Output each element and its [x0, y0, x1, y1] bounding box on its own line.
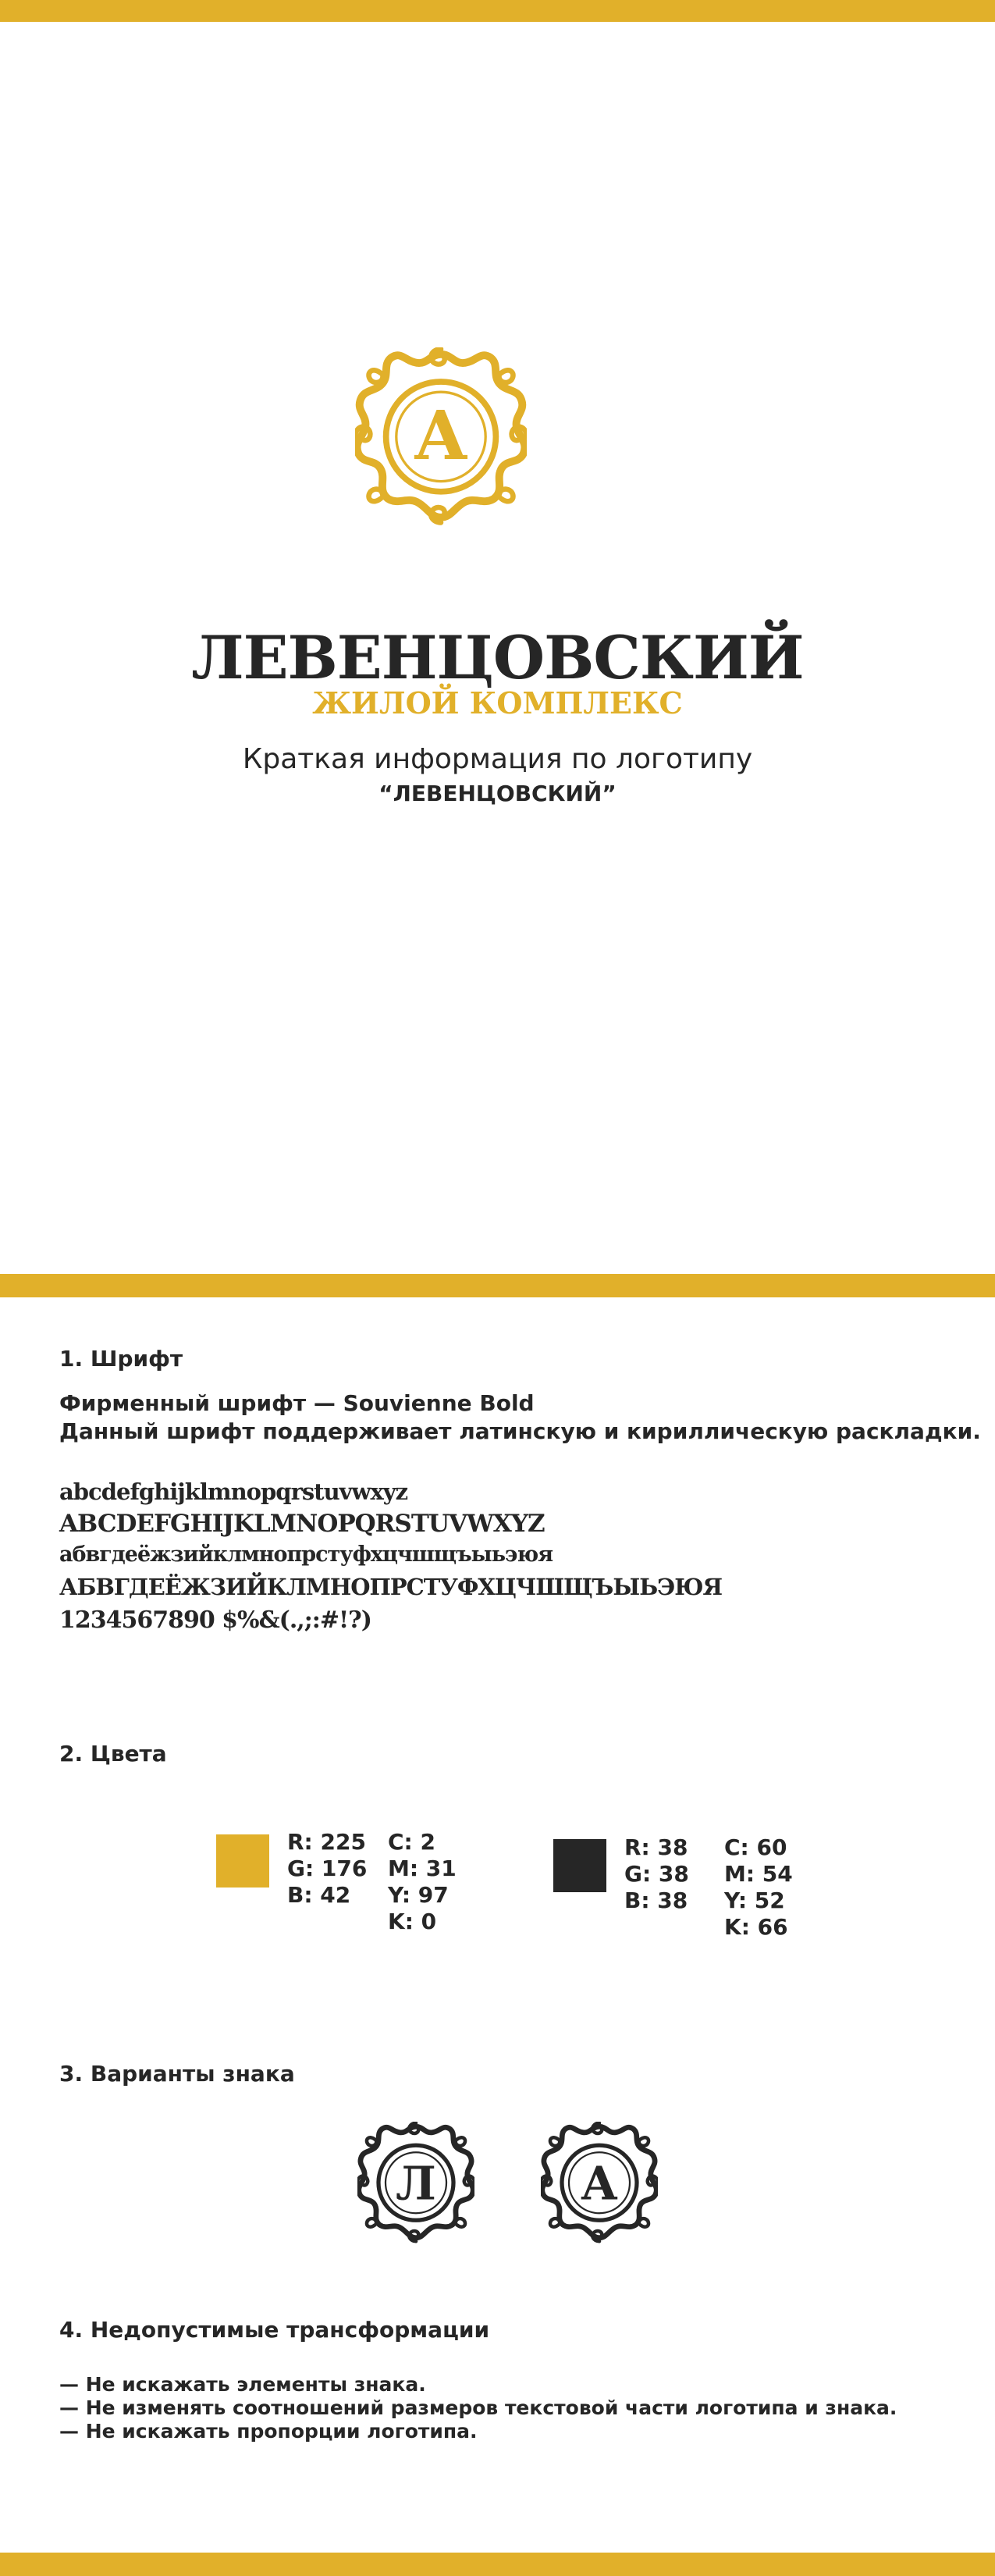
section-4-heading: 4. Недопустимые трансформации [59, 2317, 490, 2343]
rule-item: — Не искажать пропорции логотипа. [59, 2420, 478, 2443]
emblem-letter: А [414, 397, 468, 475]
orange-rgb-values: R: 225 G: 176 B: 42 [287, 1829, 368, 1908]
orange-cmyk-values: C: 2 M: 31 Y: 97 K: 0 [388, 1829, 457, 1934]
top-accent-band [0, 0, 995, 22]
intro-title: Краткая информация по логотипу [242, 743, 753, 775]
swatch-orange [216, 1834, 269, 1888]
logo-emblem [355, 347, 527, 605]
transformation-rules [59, 2373, 897, 2443]
specimen-digits: 1234567890 $%&(.,;:#!?) [59, 1606, 371, 1634]
section-2-heading: 2. Цвета [59, 1741, 167, 1767]
swatch-dark [553, 1839, 606, 1892]
variant-a-ornament-icon [541, 2122, 658, 2247]
variant-a-letter: А [581, 2156, 618, 2211]
section-1-heading: 1. Шрифт [59, 1346, 183, 1372]
logo-wordmark: ЛЕВЕНЦОВСКИЙ [191, 623, 804, 692]
font-description [59, 1389, 981, 1446]
font-support-line: Данный шрифт поддерживает латинскую и кириллическую раскладки. [59, 1418, 981, 1444]
dark-cmyk-values: C: 60 M: 54 Y: 52 K: 66 [724, 1834, 793, 1940]
logo-subtitle: ЖИЛОЙ КОМПЛЕКС [312, 685, 683, 720]
intro-brand-name: “ЛЕВЕНЦОВСКИЙ” [378, 781, 617, 806]
specimen-latin-lower: abcdefghijklmnopqrstuvwxyz [59, 1478, 408, 1505]
rule-item: — Не изменять соотношений размеров текстовой части логотипа и знака. [59, 2396, 897, 2419]
rule-item: — Не искажать элементы знака. [59, 2373, 426, 2396]
middle-accent-band [0, 1274, 995, 1297]
variant-l-ornament-icon [357, 2122, 474, 2247]
specimen-latin-upper: ABCDEFGHIJKLMNOPQRSTUVWXYZ [59, 1510, 545, 1538]
bottom-accent-band [0, 2553, 995, 2576]
dark-rgb-values: R: 38 G: 38 B: 38 [624, 1834, 689, 1913]
variant-l-letter: Л [396, 2156, 436, 2211]
font-name-line: Фирменный шрифт — Souvienne Bold [59, 1390, 535, 1416]
section-3-heading: 3. Варианты знака [59, 2061, 295, 2087]
specimen-cyrillic-lower: абвгдеёжзийклмнопрстуфхцчшщъыьэюя [59, 1542, 553, 1567]
specimen-cyrillic-upper: АБВГДЕЁЖЗИЙКЛМНОПРСТУФХЦЧШЩЪЫЬЭЮЯ [59, 1574, 723, 1600]
